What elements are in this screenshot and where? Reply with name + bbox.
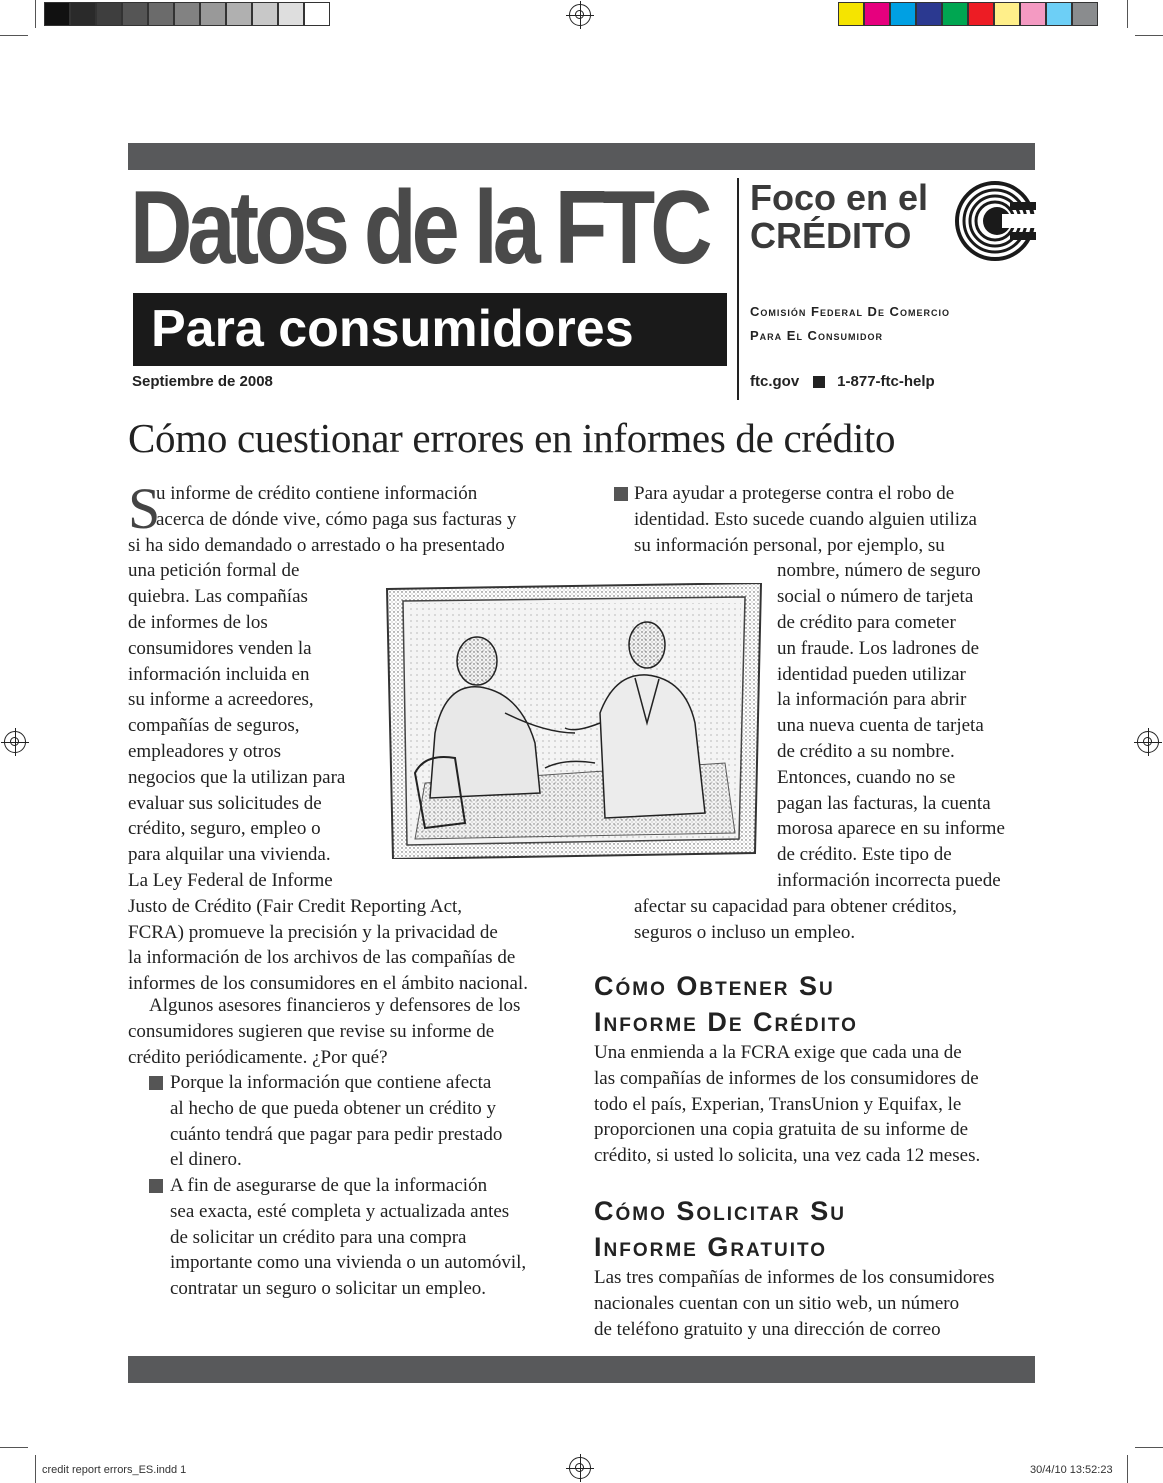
article-headline: Cómo cuestionar errores en informes de crédito <box>128 415 896 461</box>
text-line: empleadores y otros <box>128 741 282 762</box>
text-line: la información de los archivos de las compañías de <box>128 947 516 969</box>
text-line: Algunos asesores financieros y defensores de los <box>149 995 521 1016</box>
text-line: el dinero. <box>170 1149 242 1171</box>
top-rule-bar <box>128 143 1035 170</box>
file-slug: credit report errors_ES.indd 1 <box>42 1464 187 1476</box>
text-line: identidad. Esto sucede cuando alguien utiliza <box>634 508 977 530</box>
text-line: de crédito. Este tipo de <box>777 844 952 866</box>
text-line: la información para abrir <box>777 689 967 711</box>
color-swatch-bar <box>838 2 1098 26</box>
text-line: Para ayudar a protegerse contra el robo de <box>634 483 955 504</box>
section-heading-line: Informe De Crédito <box>594 1007 858 1037</box>
gray-swatch-bar <box>44 2 330 26</box>
bottom-rule-bar <box>128 1356 1035 1383</box>
registration-mark-icon <box>569 1457 591 1479</box>
masthead-title: Datos de la FTC <box>130 170 708 286</box>
text-line: evaluar sus solicitudes de <box>128 792 322 814</box>
text-line: quiebra. Las compañías <box>128 586 308 608</box>
consultation-illustration <box>385 583 765 859</box>
bullet-square-icon <box>149 1076 163 1090</box>
text-line: su informe a acreedores, <box>128 689 314 711</box>
bullet-square-icon <box>614 487 628 501</box>
text-line: nombre, número de seguro <box>777 560 981 582</box>
drop-cap: S <box>128 476 161 541</box>
contact-info <box>750 373 935 390</box>
text-line: morosa aparece en su informe <box>777 818 1005 840</box>
text-line: al hecho de que pueda obtener un crédito y <box>170 1097 497 1119</box>
separator-square-icon <box>813 376 825 388</box>
text-line: las compañías de informes de los consumidores de <box>594 1067 979 1089</box>
color-swatch <box>864 2 890 26</box>
text-line: una nueva cuenta de tarjeta <box>777 715 984 737</box>
text-line: de teléfono gratuito y una dirección de correo <box>594 1318 941 1340</box>
text-line: negocios que la utilizan para <box>128 766 346 788</box>
color-swatch <box>838 2 864 26</box>
agency-line2: Para El Consumidor <box>750 328 883 343</box>
text-line: de solicitar un crédito para una compra <box>170 1226 467 1248</box>
series-label <box>750 177 929 256</box>
bullet-square-icon <box>149 1179 163 1193</box>
text-line: Porque la información que contiene afecta <box>170 1072 492 1093</box>
agency-name <box>750 300 950 348</box>
section-heading-line: Cómo Obtener Su <box>594 971 835 1001</box>
text-line: un fraude. Los ladrones de <box>777 637 980 659</box>
color-swatch <box>96 2 122 26</box>
text-line: pagan las facturas, la cuenta <box>777 792 991 814</box>
text-line: para alquilar una vivienda. <box>128 844 331 866</box>
color-swatch <box>44 2 70 26</box>
section-heading-line: Informe Gratuito <box>594 1232 828 1262</box>
registration-mark-icon <box>1137 731 1159 753</box>
text-line: identidad pueden utilizar <box>777 663 966 685</box>
text-line: su información personal, por ejemplo, su <box>634 534 945 556</box>
color-swatch <box>994 2 1020 26</box>
text-line: proporcionen una copia gratuita de su informe de <box>594 1119 969 1141</box>
registration-mark-icon <box>4 731 26 753</box>
text-line: A fin de asegurarse de que la información <box>170 1175 488 1196</box>
color-swatch <box>122 2 148 26</box>
crop-mark <box>1135 35 1163 36</box>
text-line: La Ley Federal de Informe <box>128 870 333 891</box>
text-line: Una enmienda a la FCRA exige que cada una de <box>594 1042 962 1063</box>
website-link[interactable]: ftc.gov <box>750 373 800 390</box>
crop-mark <box>35 0 36 28</box>
color-swatch <box>200 2 226 26</box>
series-label-line1: Foco en el <box>750 177 929 218</box>
text-line: crédito periódicamente. ¿Por qué? <box>128 1046 388 1068</box>
masthead-subtitle: Para consumidores <box>133 293 727 366</box>
color-swatch <box>148 2 174 26</box>
color-swatch <box>1020 2 1046 26</box>
text-line: afectar su capacidad para obtener créditos, <box>634 895 957 917</box>
color-swatch <box>890 2 916 26</box>
credit-c-logo-icon <box>954 180 1036 262</box>
text-line: crédito, seguro, empleo o <box>128 818 321 840</box>
text-line: Justo de Crédito (Fair Credit Reporting Act, <box>128 895 463 917</box>
text-line: acerca de dónde vive, cómo paga sus facturas y <box>156 508 517 530</box>
series-label-line2: CRÉDITO <box>750 215 912 256</box>
color-swatch <box>304 2 330 26</box>
text-line: consumidores venden la <box>128 637 312 659</box>
text-line: social o número de tarjeta <box>777 586 974 608</box>
crop-mark <box>1135 1447 1163 1448</box>
color-swatch <box>226 2 252 26</box>
color-swatch <box>1046 2 1072 26</box>
text-line: si ha sido demandado o arrestado o ha presentado <box>128 534 505 556</box>
text-line: contratar un seguro o solicitar un empleo. <box>170 1278 487 1300</box>
crop-mark <box>0 1447 28 1448</box>
text-line: Las tres compañías de informes de los consumidores <box>594 1267 995 1288</box>
color-swatch <box>1072 2 1098 26</box>
text-line: compañías de seguros, <box>128 715 300 737</box>
crop-mark <box>35 1455 36 1483</box>
text-line: u informe de crédito contiene información <box>156 483 478 504</box>
text-line: de informes de los <box>128 612 268 633</box>
text-line: sea exacta, esté completa y actualizada antes <box>170 1200 510 1222</box>
text-line: FCRA) promueve la precisión y la privacidad de <box>128 921 498 943</box>
agency-line1: Comisión Federal De Comercio <box>750 304 950 319</box>
text-line: información incorrecta puede <box>777 870 1001 891</box>
crop-mark <box>0 35 28 36</box>
text-line: una petición formal de <box>128 560 300 582</box>
color-swatch <box>942 2 968 26</box>
publication-date: Septiembre de 2008 <box>132 373 273 390</box>
text-line: importante como una vivienda o un automóvil, <box>170 1252 527 1274</box>
text-line: informes de los consumidores en el ámbito nacional. <box>128 973 528 995</box>
text-line: de crédito para cometer <box>777 612 956 633</box>
crop-mark <box>1127 1455 1128 1483</box>
phone-number: 1-877-ftc-help <box>837 373 935 390</box>
print-timestamp: 30/4/10 13:52:23 <box>1030 1464 1113 1476</box>
text-line: consumidores sugieren que revise su informe de <box>128 1020 495 1042</box>
section-heading-request <box>594 1193 846 1265</box>
text-line: Entonces, cuando no se <box>777 766 956 788</box>
color-swatch <box>278 2 304 26</box>
text-line: todo el país, Experian, TransUnion y Equifax, le <box>594 1093 962 1115</box>
color-swatch <box>968 2 994 26</box>
color-swatch <box>252 2 278 26</box>
text-line: crédito, si usted lo solicita, una vez cada 12 meses. <box>594 1145 981 1167</box>
color-swatch <box>70 2 96 26</box>
color-swatch <box>916 2 942 26</box>
section-heading-line: Cómo Solicitar Su <box>594 1196 846 1226</box>
text-line: nacionales cuentan con un sitio web, un número <box>594 1292 960 1314</box>
section-heading-obtain <box>594 968 858 1040</box>
text-line: información incluida en <box>128 663 310 685</box>
color-swatch <box>174 2 200 26</box>
text-line: de crédito a su nombre. <box>777 741 955 762</box>
crop-mark <box>1127 0 1128 28</box>
masthead-divider <box>737 178 739 400</box>
registration-mark-icon <box>569 4 591 26</box>
text-line: seguros o incluso un empleo. <box>634 921 856 943</box>
text-line: cuánto tendrá que pagar para pedir prestado <box>170 1123 503 1145</box>
